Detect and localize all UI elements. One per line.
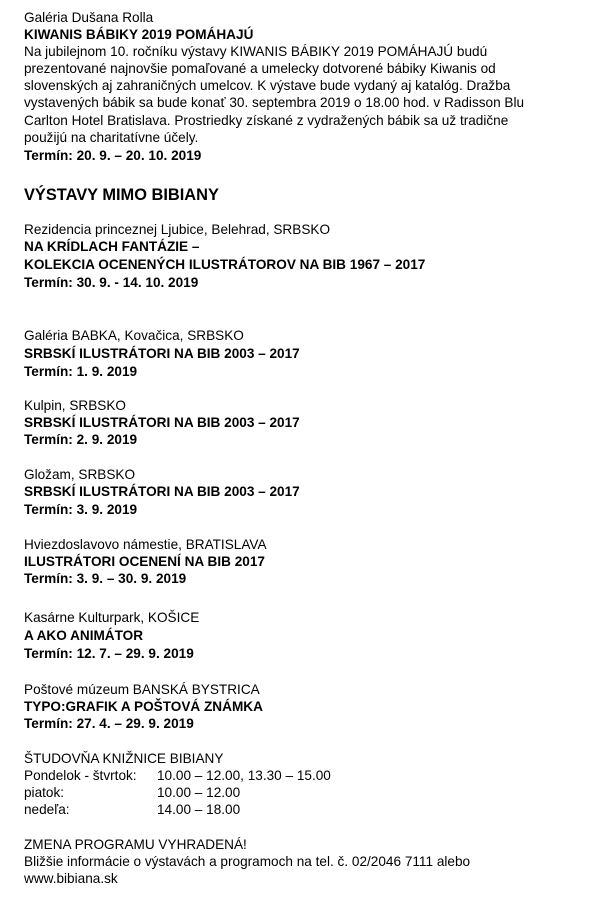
intro-text-line: prezentované najnovšie pomaľované a umelecky dotvorené bábiky Kiwanis od (24, 61, 496, 76)
exhibition-title: SRBSKÍ ILUSTRÁTORI NA BIB 2003 – 2017 (24, 346, 300, 361)
hours-time: 14.00 – 18.00 (157, 802, 241, 817)
intro-text-line: použijú na charitatívne účely. (24, 130, 199, 145)
hours-day: piatok: (24, 785, 65, 800)
exhibition-venue: Hviezdoslavovo námestie, BRATISLAVA (24, 537, 267, 552)
exhibition-term: Termín: 3. 9. 2019 (24, 502, 138, 517)
exhibition-term: Termín: 3. 9. – 30. 9. 2019 (24, 571, 187, 586)
intro-text-line: slovenských aj zahraničných umelcov. K výstave bude vydaný aj katalóg. Dražba (24, 78, 511, 93)
intro-text-line: Carlton Hotel Bratislava. Prostriedky získané z vydražených bábik sa už tradične (24, 113, 509, 128)
program-notice: ZMENA PROGRAMU VYHRADENÁ! (24, 837, 247, 852)
hours-time: 10.00 – 12.00 (157, 785, 241, 800)
library-heading: ŠTUDOVŇA KNIŽNICE BIBIANY (24, 751, 224, 766)
intro-text-line: vystavených bábik sa bude konať 30. septembra 2019 o 18.00 hod. v Radisson Blu (24, 95, 525, 110)
intro-title: KIWANIS BÁBIKY 2019 POMÁHAJÚ (24, 27, 254, 42)
exhibition-venue: Poštové múzeum BANSKÁ BYSTRICA (24, 682, 260, 697)
hours-time: 10.00 – 12.00, 13.30 – 15.00 (157, 768, 331, 783)
exhibition-term: Termín: 12. 7. – 29. 9. 2019 (24, 646, 194, 661)
exhibition-title: SRBSKÍ ILUSTRÁTORI NA BIB 2003 – 2017 (24, 484, 300, 499)
exhibition-term: Termín: 1. 9. 2019 (24, 364, 138, 379)
intro-term: Termín: 20. 9. – 20. 10. 2019 (24, 148, 202, 163)
hours-day: Pondelok - štvrtok: (24, 768, 137, 783)
contact-info: Bližšie informácie o výstavách a programoch na tel. č. 02/2046 7111 alebo (24, 854, 471, 869)
hours-day: nedeľa: (24, 802, 70, 817)
exhibition-venue: Rezidencia princeznej Ljubice, Belehrad, SRBSKO (24, 222, 331, 237)
exhibition-title: A AKO ANIMÁTOR (24, 628, 144, 643)
exhibition-term: Termín: 30. 9. - 14. 10. 2019 (24, 275, 199, 290)
exhibition-title: SRBSKÍ ILUSTRÁTORI NA BIB 2003 – 2017 (24, 415, 300, 430)
section-heading: VÝSTAVY MIMO BIBIANY (24, 186, 219, 204)
exhibition-title: NA KRÍDLACH FANTÁZIE – (24, 239, 200, 254)
exhibition-venue: Kulpin, SRBSKO (24, 398, 126, 413)
intro-text-line: Na jubilejnom 10. ročníku výstavy KIWANIS BÁBIKY 2019 POMÁHAJÚ budú (24, 44, 488, 59)
exhibition-venue: Gložam, SRBSKO (24, 467, 136, 482)
exhibition-term: Termín: 2. 9. 2019 (24, 432, 138, 447)
exhibition-title: TYPO:GRAFIK A POŠTOVÁ ZNÁMKA (24, 699, 263, 714)
exhibition-title: KOLEKCIA OCENENÝCH ILUSTRÁTOROV NA BIB 1967 – 2017 (24, 257, 426, 272)
exhibition-title: ILUSTRÁTORI OCENENÍ NA BIB 2017 (24, 554, 265, 569)
exhibition-venue: Kasárne Kulturpark, KOŠICE (24, 610, 200, 625)
exhibition-term: Termín: 27. 4. – 29. 9. 2019 (24, 716, 194, 731)
website-link[interactable]: www.bibiana.sk (24, 871, 118, 886)
intro-venue: Galéria Dušana Rolla (24, 10, 154, 25)
exhibition-venue: Galéria BABKA, Kovačica, SRBSKO (24, 328, 244, 343)
